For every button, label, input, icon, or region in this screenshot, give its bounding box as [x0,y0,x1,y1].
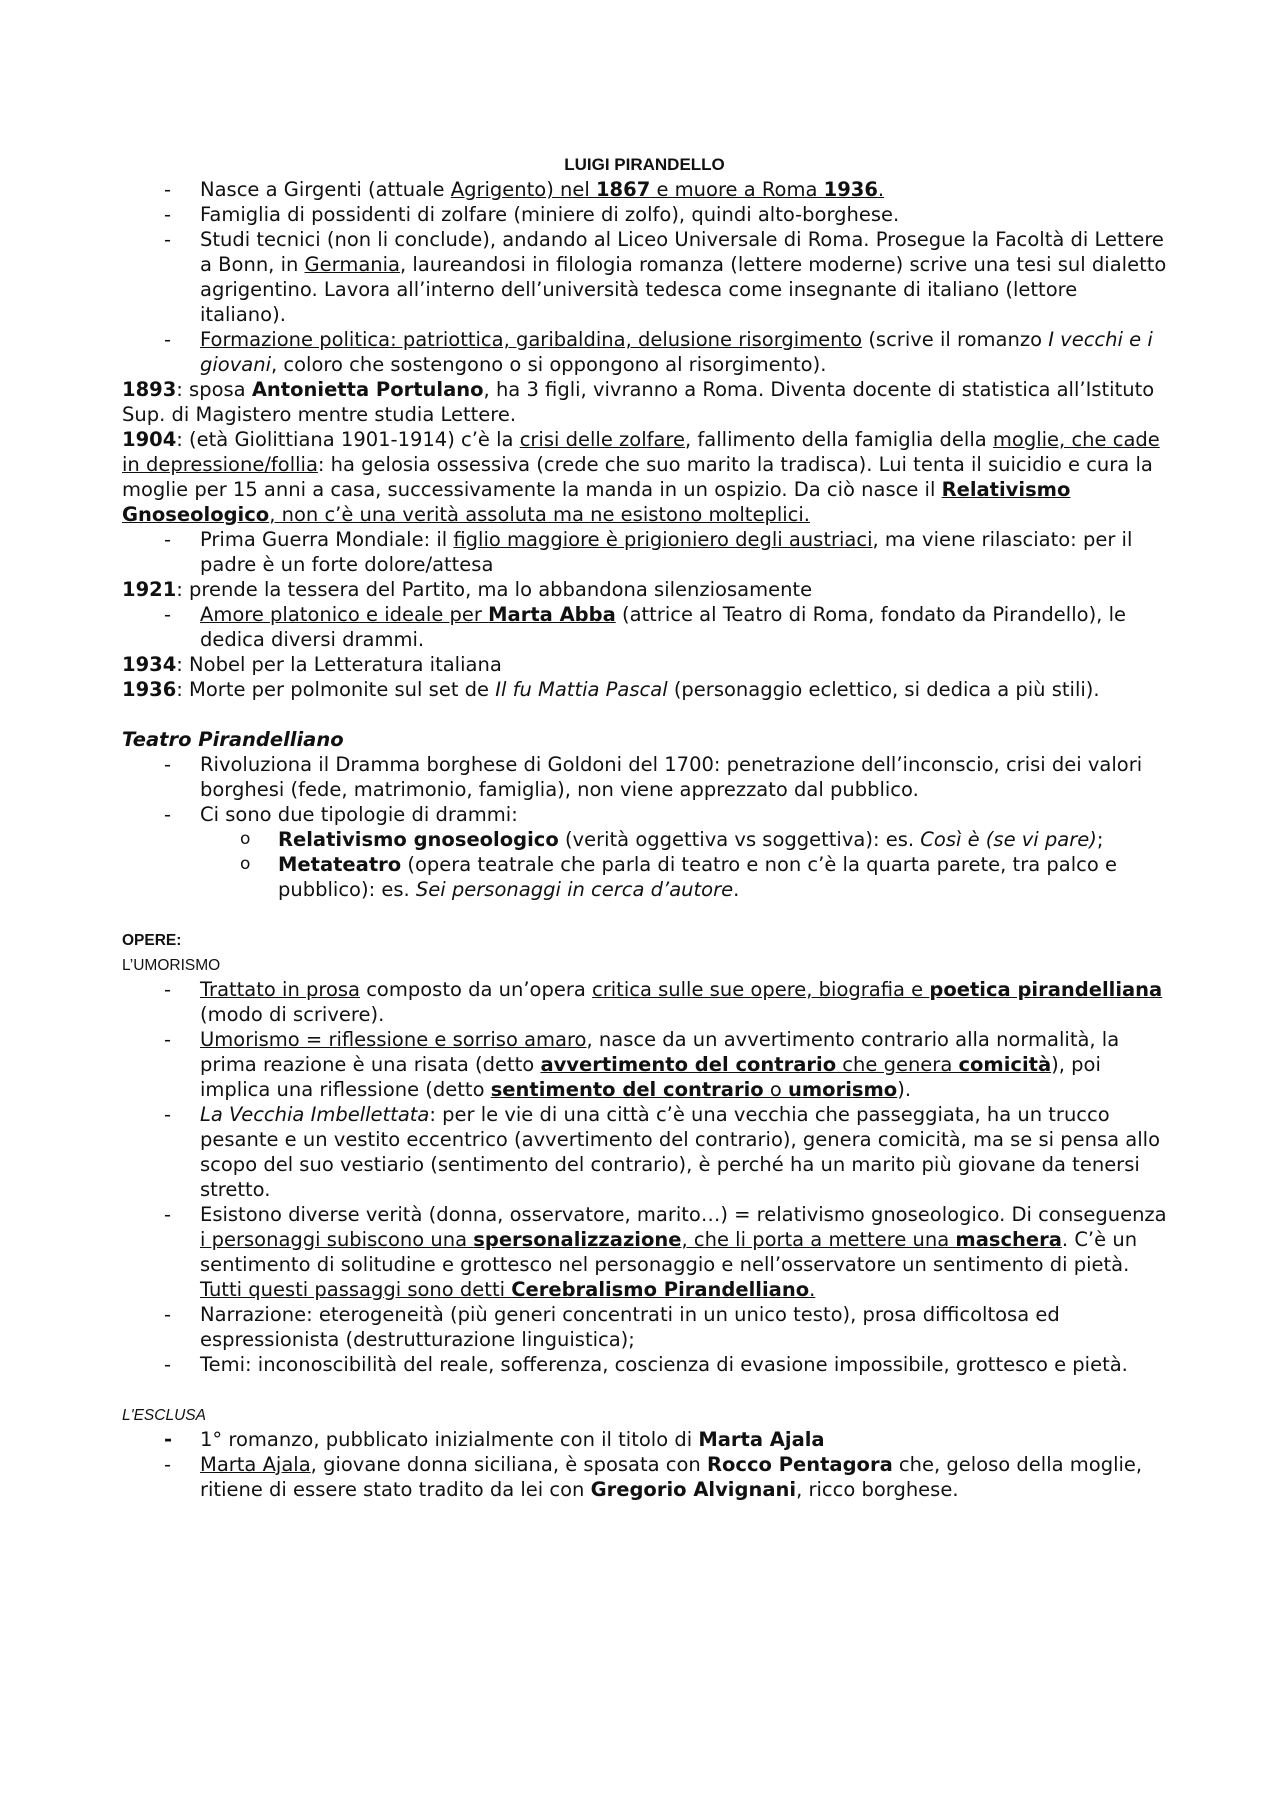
key-term: Cerebralismo Pirandelliano [511,1278,810,1301]
text: : ha gelosia ossessiva (crede che suo marito la tradisca). Lui tenta il suicidio e cura la moglie per 15 anni a casa, successivamente la manda in un ospizio. Da ciò nasce il [122,453,1153,501]
text: critica sulle sue opere, biografia e [592,978,930,1001]
text: , ricco borghese. [796,1478,959,1501]
paragraph-1934 [122,652,1167,677]
umorismo-bullet-6: - Temi: inconoscibilità del reale, sofferenza, coscienza di evasione impossibile, grottesco e pietà. [122,1352,1167,1377]
text: (personaggio eclettico, si dedica a più stili). [667,678,1100,701]
underlined-text [200,1278,815,1301]
underlined-text [491,1078,898,1101]
teatro-subbullet-1 [122,827,1167,852]
section-heading-opere: OPERE: [122,932,182,949]
text: Amore platonico e ideale per [200,603,489,626]
key-term: umorismo [787,1078,898,1101]
paragraph-1921 [122,577,1167,602]
text: , ha 3 figli, vivranno a Roma. Diventa docente di statistica all’Istituto Sup. di Magistero mentre studia Lettere. [122,378,1155,426]
birth-year: 1867 [595,178,651,201]
person-name: Marta Ajala [200,1453,311,1476]
year-label: 1936 [122,678,177,701]
text: Agrigento) nel [450,178,596,201]
person-name: Gregorio Alvignani [590,1478,797,1501]
text: Prima Guerra Mondiale: il [200,528,454,551]
underlined-text: crisi delle zolfare [519,428,686,451]
text: e muore a Roma [650,178,824,201]
text: che genera [836,1053,959,1076]
teatro-bullet-2: - Ci sono due tipologie di drammi: [122,802,1167,827]
text: o [763,1078,788,1101]
bio-bullet-war [122,527,1167,577]
subheading-esclusa: L'ESCLUSA [122,1407,206,1424]
underlined-text [200,1228,1062,1251]
text: (modo di scrivere). [200,1003,385,1026]
text: , ma viene rilasciato: per il padre è un forte dolore/attesa [200,528,1133,576]
germania-text: Germania [304,253,400,276]
politics-text: Formazione politica: patriottica, garibaldina, delusione risorgimento [200,328,863,351]
wife-name: Antonietta Portulano [251,378,484,401]
key-term: maschera [955,1228,1062,1251]
text: (opera teatrale che parla di teatro e non c’è la quarta parete, tra palco e pubblico): es. [278,853,1117,901]
section-heading-teatro: Teatro Pirandelliano [122,728,344,751]
text: : prende la tessera del Partito, ma lo abbandona silenziosamente [176,578,813,601]
key-term: Metateatro [278,853,402,876]
text: , nasce da un avvertimento contrario alla normalità, la prima reazione è una risata (detto [200,1028,1120,1076]
text: , fallimento della famiglia della [685,428,993,451]
bio-bullet-birth [122,177,1167,202]
underlined-text [451,178,884,201]
esclusa-bullet-2 [122,1452,1167,1502]
text: . C’è un sentimento di solitudine e grottesco nel personaggio e nell’osservatore un sentimento di pietà. [200,1228,1138,1276]
umorismo-bullet-1 [122,977,1167,1027]
text: (scrive il romanzo [862,328,1049,351]
work-title: La Vecchia Imbellettata [200,1103,430,1126]
teatro-subbullet-2 [122,852,1167,902]
umorismo-bullet-4 [122,1202,1167,1302]
spacer [122,702,1167,727]
text: : (età Giolittiana 1901-1914) c’è la [176,428,520,451]
text: . [877,178,885,201]
esclusa-bullet-1 [122,1427,1167,1452]
text: i personaggi subiscono una [200,1228,474,1251]
page-title: LUIGI PIRANDELLO [564,155,725,174]
text: che, geloso della moglie, ritiene di essere stato tradito da lei con [200,1453,1143,1501]
paragraph-1904 [122,427,1167,527]
bio-bullet-studies [122,227,1167,327]
text: , che li porta a mettere una [681,1228,956,1251]
year-label: 1893 [122,378,177,401]
text: , laureandosi in filologia romanza (lettere moderne) scrive una tesi sul dialetto agrigentino. Lavora all’interno dell’università tedesca come insegnante di italiano (lettore italiano). [200,253,1167,326]
work-title: Marta Ajala [698,1428,825,1451]
underlined-text [540,1053,1051,1076]
spacer [122,1377,1167,1402]
key-term: sentimento del contrario [490,1078,764,1101]
underlined-text [592,978,1162,1001]
umorismo-bullet-3 [122,1102,1167,1202]
underlined-text: moglie, che cade in depressione/follia [122,428,1160,476]
text: Studi tecnici (non li conclude), andando al Liceo Universale di Roma. Prosegue la Facoltà di Lettere a Bonn, in [200,228,1164,276]
person-name: Rocco Pentagora [707,1453,893,1476]
text: Tutti questi passaggi sono detti [200,1278,512,1301]
text: , non c’è una verità assoluta ma ne esistono molteplici. [269,503,810,526]
text: : Morte per polmonite sul set de [176,678,496,701]
text: Esistono diverse verità (donna, osservatore, marito…) = relativismo gnoseologico. Di conseguenza [200,1203,1167,1226]
work-title: Così è (se vi pare) [920,828,1097,851]
text: . [733,878,740,901]
text: ), poi implica una riflessione (detto [200,1053,1101,1101]
umorismo-bullet-2 [122,1027,1167,1102]
text: 1° romanzo, pubblicato inizialmente con il titolo di [200,1428,699,1451]
text: (attrice al Teatro di Roma, fondato da Pirandello), le dedica diversi drammi. [200,603,1126,651]
text: Nasce a Girgenti (attuale [200,178,451,201]
text: composto da un’opera [360,978,593,1001]
umorismo-bullet-5: - Narrazione: eterogeneità (più generi concentrati in un unico testo), prosa difficoltosa ed espressionista (destrutturazione linguistica); [122,1302,1167,1352]
text: , giovane donna siciliana, è sposata con [310,1453,707,1476]
text: ; [1096,828,1104,851]
underlined-text: Trattato in prosa [200,978,361,1001]
underlined-text: Umorismo = riflessione e sorriso amaro [200,1028,587,1051]
novel-title: I vecchi e i giovani [200,328,1153,376]
spacer [122,902,1167,927]
text: (verità oggettiva vs soggettiva): es. [558,828,921,851]
text: : per le vie di una città c’è una vecchia che passeggiata, ha un trucco pesante e un vestito eccentrico (avvertimento del contrario), genera comicità, ma se si pensa allo scopo del suo vestiario (sentimento del contrario), è perché ha un marito più giovane da tenersi stretto. [200,1103,1161,1201]
year-label: 1934 [122,653,177,676]
work-title: Il fu Mattia Pascal [495,678,668,701]
paragraph-1936 [122,677,1167,702]
text: : sposa [176,378,252,401]
bio-bullet-marta-abba [122,602,1167,652]
person-name: Marta Abba [488,603,616,626]
key-term: Relativismo gnoseologico [278,828,559,851]
key-term: comicità [958,1053,1052,1076]
paragraph-1893 [122,377,1167,427]
key-term: spersonalizzazione [473,1228,682,1251]
text: ). [897,1078,912,1101]
underlined-text [200,603,616,626]
text: . [809,1278,816,1301]
work-title: Sei personaggi in cerca d’autore [415,878,734,901]
year-label: 1921 [122,578,177,601]
death-year: 1936 [823,178,878,201]
teatro-bullet-1: - Rivoluziona il Dramma borghese di Goldoni del 1700: penetrazione dell’inconscio, crisi dei valori borghesi (fede, matrimonio, famiglia), non viene apprezzato dal pubblico. [122,752,1167,802]
key-term: Relativismo Gnoseologico [122,478,1071,526]
bio-bullet-family: - Famiglia di possidenti di zolfare (miniere di zolfo), quindi alto-borghese. [122,202,1167,227]
bio-bullet-politics [122,327,1167,377]
key-term: avvertimento del contrario [540,1053,837,1076]
key-term: poetica pirandelliana [929,978,1163,1001]
subheading-umorismo: L’UMORISMO [122,957,221,974]
document-page [122,152,1167,1502]
underlined-text: figlio maggiore è prigioniero degli austriaci [453,528,873,551]
text: , coloro che sostengono o si oppongono al risorgimento). [271,353,827,376]
year-label: 1904 [122,428,177,451]
text: : Nobel per la Letteratura italiana [176,653,502,676]
